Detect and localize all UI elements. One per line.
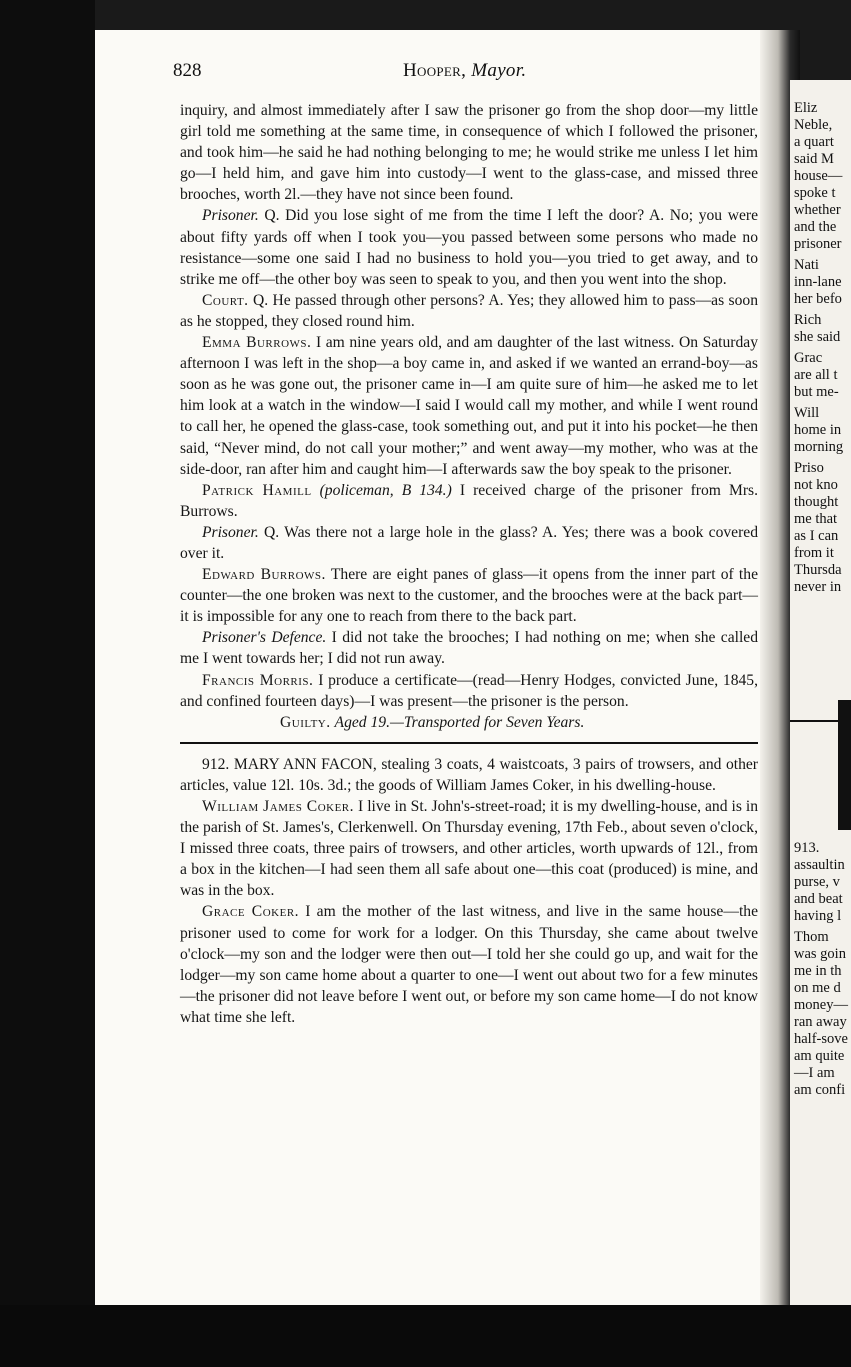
facing-page-text: her befo <box>794 291 842 307</box>
facing-page-text: but me- <box>794 384 839 400</box>
paragraph: Francis Morris. I produce a certificate—(read—Henry Hodges, convicted June, 1845, and confined fourteen days)—I was present—the prisoner is the person. <box>180 671 758 710</box>
page-body <box>180 100 758 1028</box>
facing-page-fragment <box>790 80 851 1320</box>
facing-page-text: not kno <box>794 477 838 493</box>
scan-left-border <box>0 0 95 1367</box>
facing-page-text: whether <box>794 202 841 218</box>
facing-page-text: she said <box>794 329 841 345</box>
facing-page-text: me in th <box>794 963 842 979</box>
facing-page-text: Eliz <box>794 100 818 116</box>
paragraph: Edward Burrows. There are eight panes of glass—it opens from the inner part of the counter—the one broken was next to the customer, and the brooches were at the back part—it is impossible for any one to reach from there to the back part. <box>180 566 758 626</box>
facing-page-text: Nati <box>794 257 819 273</box>
facing-page-text: thought <box>794 494 839 510</box>
facing-page-text: prisoner <box>794 236 842 252</box>
paragraph: William James Coker. I live in St. John's-street-road; it is my dwelling-house, and is in the parish of St. James's, Clerkenwell. On Thursday evening, 17th Feb., about seven o'clock, I missed three coats, three pairs of trowsers, and other articles, worth upwards of 12l., from a box in the kitchen—I had seen them all safe about one—this coat (produced) is mine, and was in the box. <box>180 798 758 900</box>
facing-page-text: as I can <box>794 528 839 544</box>
facing-page-text: am confi <box>794 1082 846 1098</box>
verdict: Guilty. Aged 19.—Transported for Seven Years. <box>280 713 585 731</box>
running-head-name: Hooper, <box>403 60 467 81</box>
facing-page-text: and beat <box>794 891 843 907</box>
facing-page-text: Grac <box>794 350 823 366</box>
facing-page-text: Neble, <box>794 117 833 133</box>
facing-page-text: half-sove <box>794 1031 848 1047</box>
speaker-label: Prisoner's Defence. <box>202 629 327 647</box>
facing-page-text: Priso <box>794 460 824 476</box>
page-header <box>173 60 763 86</box>
facing-page-text: home in <box>794 422 842 438</box>
facing-page-text: from it <box>794 545 834 561</box>
facing-page-text: me that <box>794 511 838 527</box>
paragraph: Patrick Hamill (policeman, B 134.) I received charge of the prisoner from Mrs. Burrows. <box>180 481 758 520</box>
speaker-label: Prisoner. <box>202 207 259 225</box>
speaker-label-paren: (policeman, B 134.) <box>319 481 452 499</box>
facing-page-text: house— <box>794 168 843 184</box>
facing-page-text: ran away <box>794 1014 847 1030</box>
speaker-label: Francis Morris. <box>202 671 314 689</box>
scan-bottom-border <box>0 1305 851 1367</box>
case-heading: 912. MARY ANN FACON, stealing 3 coats, 4 waistcoats, 3 pairs of trowsers, and other articles, value 12l. 10s. 3d.; the goods of William James Coker, in his dwelling-house. <box>180 755 758 794</box>
facing-page-text: a quart <box>794 134 834 150</box>
facing-page-text: money— <box>794 997 848 1013</box>
speaker-label: Emma Burrows. <box>202 334 312 352</box>
facing-page-text: Will <box>794 405 820 421</box>
facing-page-text: never in <box>794 579 842 595</box>
facing-page-text: spoke t <box>794 185 836 201</box>
facing-page-text: am quite <box>794 1048 845 1064</box>
paragraph: Grace Coker. I am the mother of the last witness, and live in the same house—the prisoner used to come for work for a lodger. On this Thursday, she came about twelve o'clock—my son and the lodger were then out—I told her she could go up, and wait for the lodger—my son came home about a quarter to one—I went out about two for a few minutes—the prisoner did not leave before I went out, or before my son came home—I do not know what time she left. <box>180 903 758 1026</box>
speaker-label: Prisoner. <box>202 523 259 541</box>
facing-page-text: Thursda <box>794 562 842 578</box>
verdict-label: Guilty. <box>280 713 331 731</box>
running-head <box>403 60 526 82</box>
facing-page-text: morning <box>794 439 844 455</box>
facing-page-text: having l <box>794 908 842 924</box>
facing-page-text: was goin <box>794 946 846 962</box>
paragraph: Prisoner. Q. Did you lose sight of me from the time I left the door? A. No; you were about fifty yards off when I took you—you passed between some persons who made no resistance—some one said I had no business to hold you—you tried to get away, and to strike me off—the other boy was seen to speak to you, and then you went into the shop. <box>180 207 758 288</box>
facing-page-text: 913. <box>794 840 820 856</box>
facing-page-text: and the <box>794 219 837 235</box>
facing-page-text: Thom <box>794 929 829 945</box>
speaker-label: Grace Coker. <box>202 903 300 921</box>
facing-page-text: on me d <box>794 980 841 996</box>
speaker-label: Patrick Hamill <box>202 481 312 499</box>
paragraph: inquiry, and almost immediately after I saw the prisoner go from the shop door—my little girl told me something at the same time, in consequence of which I followed the prisoner, and took him—he said he had nothing belonging to me; he would strike me unless I let him go—I held him, and gave him into custody—I went to the glass-case, and missed three brooches, worth 2l.—they have not since been found. <box>180 102 758 204</box>
paragraph: Emma Burrows. I am nine years old, and am daughter of the last witness. On Saturday afternoon I was left in the shop—a boy came in, and asked if we wanted an errand-boy—as soon as he was gone out, the prisoner came in—I am quite sure of him—he asked me to let him look at a watch in the window—I said I would call my mother, and while I went round to call her, he opened the glass-case, took something out, and put it into his pocket—he then said, “Never mind, do not call your mother;” and went away—my mother, who was at the side-door, ran after him and caught him—I afterwards saw the boy speak to the prisoner. <box>180 334 759 478</box>
facing-page-text: —I am <box>794 1065 835 1081</box>
facing-page-text: assaultin <box>794 857 845 873</box>
paragraph: Prisoner. Q. Was there not a large hole in the glass? A. Yes; there was a book covered over it. <box>180 523 759 562</box>
running-head-title: Mayor. <box>471 60 527 81</box>
facing-page-shadow <box>838 700 851 830</box>
paragraph: Prisoner's Defence. I did not take the brooches; I had nothing on me; when she called me I went towards her; I did not run away. <box>180 629 759 668</box>
page-number: 828 <box>173 60 202 81</box>
facing-page-text: purse, v <box>794 874 840 890</box>
speaker-label: William James Coker. <box>202 798 355 815</box>
facing-page-text: said M <box>794 151 834 167</box>
facing-page-text: inn-lane <box>794 274 842 290</box>
speaker-label: Edward Burrows. <box>202 566 326 584</box>
case-divider <box>180 742 758 744</box>
speaker-label: Court. <box>202 291 249 309</box>
facing-page-text: Rich <box>794 312 822 328</box>
facing-page-text: are all t <box>794 367 838 383</box>
paragraph: Court. Q. He passed through other persons? A. Yes; they allowed him to pass—as soon as he stopped, they closed round him. <box>180 291 758 330</box>
